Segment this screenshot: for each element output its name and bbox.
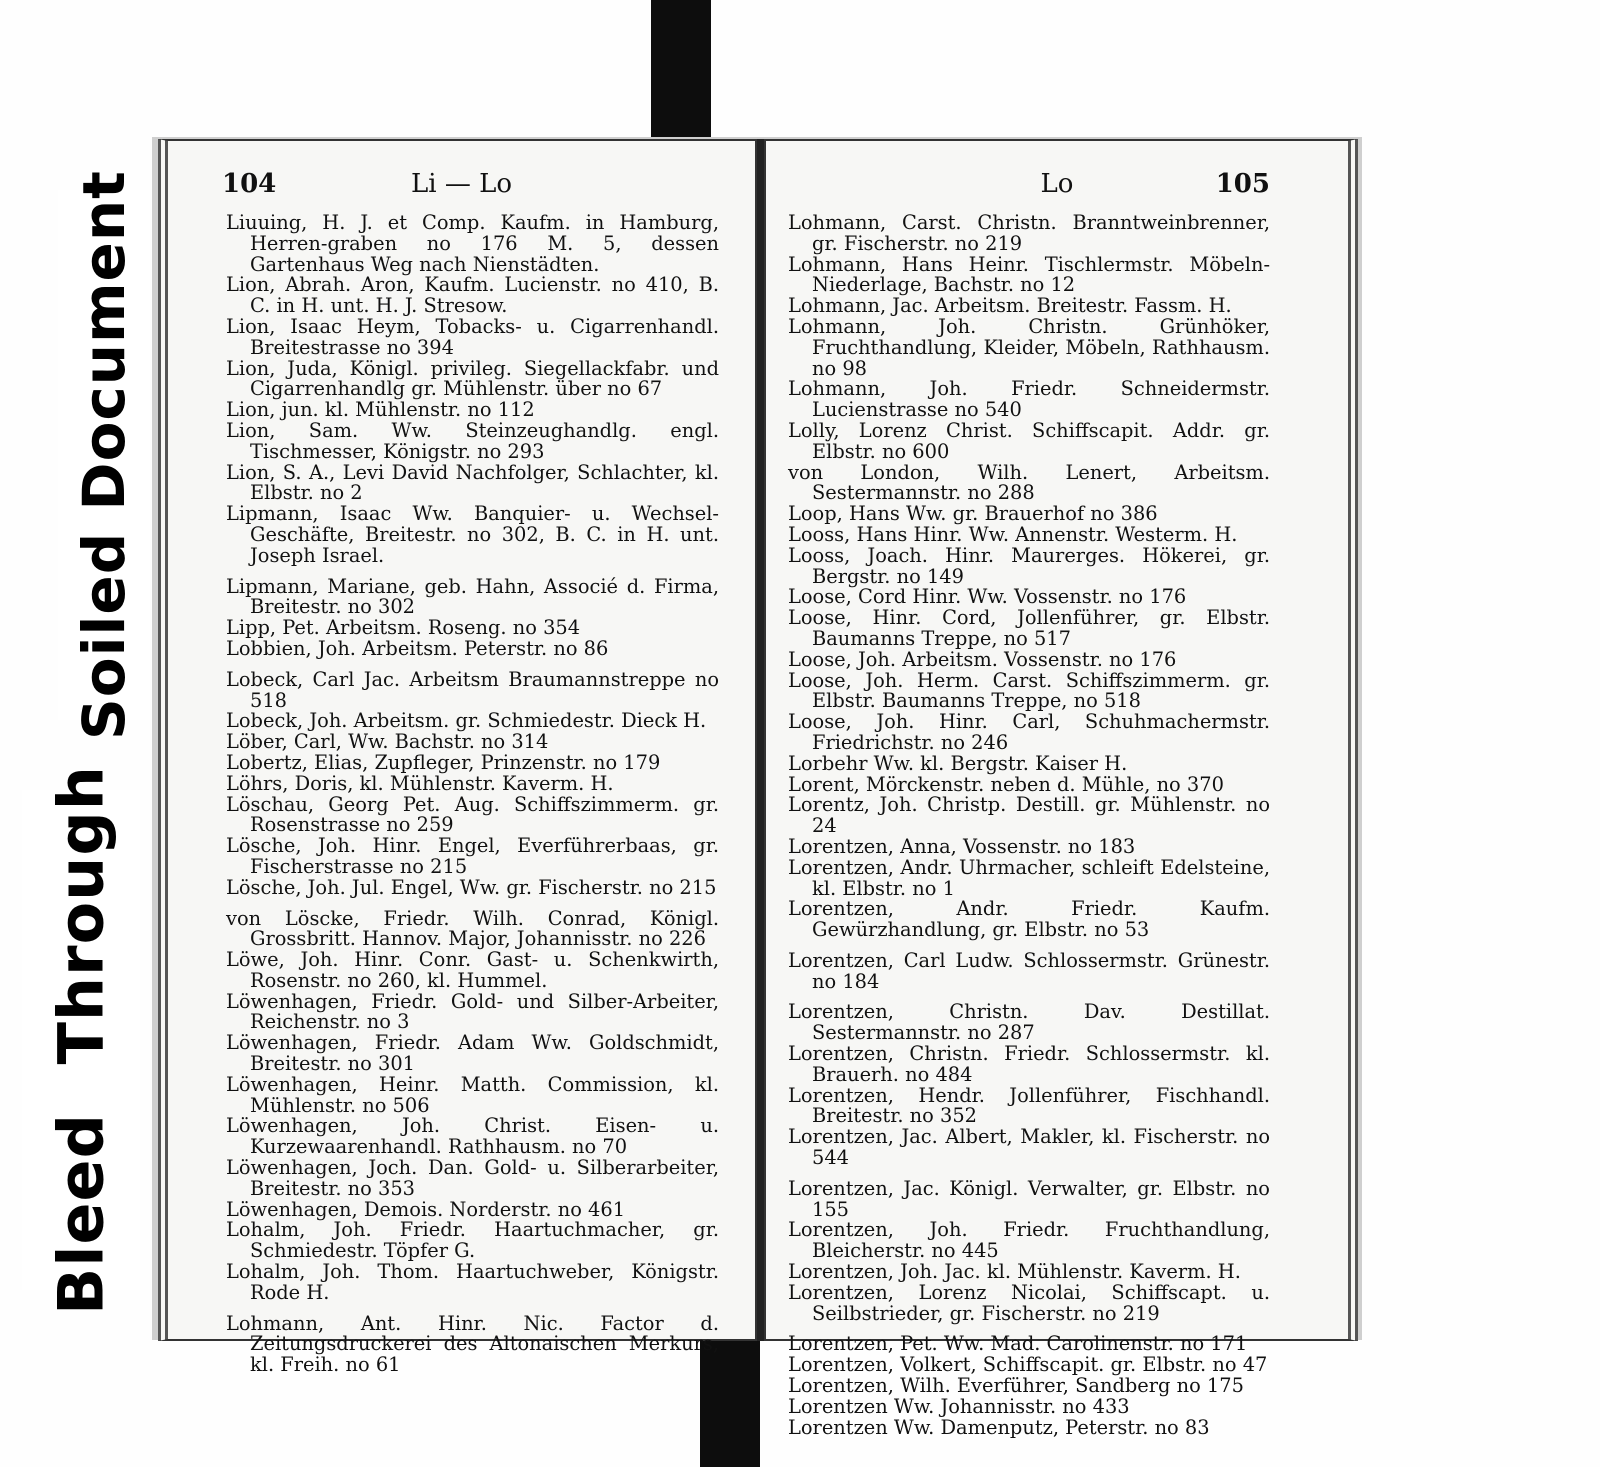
directory-entry: Lorentzen, Volkert, Schiffscapit. gr. Elbstr. no 47: [788, 1353, 1268, 1377]
directory-entry: Lorentzen, Joh. Friedr. Fruchthandlung, Bleicherstr. no 445: [788, 1218, 1270, 1263]
directory-entry: Looss, Joach. Hinr. Maurerges. Hökerei, gr. Bergstr. no 149: [788, 543, 1270, 588]
soiled-document-label: Soiled Document: [58, 190, 150, 720]
directory-entry: Lösche, Joh. Hinr. Engel, Everführerbaas, gr. Fischerstrasse no 215: [226, 834, 719, 878]
directory-entry: Lorentzen, Wilh. Everführer, Sandberg no 175: [788, 1374, 1244, 1398]
directory-entry: Liuuing, H. J. et Comp. Kaufm. in Hamburg, Herren-graben no 176 M. 5, dessen Gartenhaus Weg nach Nienstädten.: [226, 211, 719, 276]
directory-entry: Löwenhagen, Joch. Dan. Gold- u. Silberarbeiter, Breitestr. no 353: [226, 1156, 719, 1200]
directory-entry: von Löscke, Friedr. Wilh. Conrad, Königl. Grossbritt. Hannov. Major, Johannisstr. no 226: [226, 906, 719, 951]
directory-entry: Lohmann, Jac. Arbeitsm. Breitestr. Fassm. H.: [788, 294, 1232, 318]
directory-entry: Lohmann, Joh. Friedr. Schneidermstr. Lucienstrasse no 540: [788, 377, 1270, 422]
left-entry-list: [226, 213, 719, 1376]
directory-entry: Löschau, Georg Pet. Aug. Schiffszimmerm. gr. Rosenstrasse no 259: [226, 792, 719, 837]
bleed-through-label: Bleed Through: [22, 790, 140, 1290]
right-page-header: [766, 163, 1348, 201]
directory-entry: Lolly, Lorenz Christ. Schiffscapit. Addr. gr. Elbstr. no 600: [788, 418, 1270, 463]
directory-entry: Lion, Abrah. Aron, Kaufm. Lucienstr. no 410, B. C. in H. unt. H. J. Stresow.: [226, 273, 719, 318]
directory-entry: Lorentzen, Anna, Vossenstr. no 183: [788, 834, 1136, 858]
directory-entry: Lion, jun. kl. Mühlenstr. no 112: [226, 398, 535, 422]
directory-entry: Lohalm, Joh. Thom. Haartuchweber, Königstr. Rode H.: [226, 1260, 719, 1304]
directory-entry: Lorentz, Joh. Christp. Destill. gr. Mühlenstr. no 24: [788, 793, 1270, 838]
directory-entry: Lion, Juda, Königl. privileg. Siegellackfabr. und Cigarrenhandlg gr. Mühlenstr. über no 67: [226, 356, 719, 401]
directory-entry: Lobeck, Carl Jac. Arbeitsm Braumannstreppe no 518: [226, 667, 719, 712]
directory-entry: Löwenhagen, Friedr. Adam Ww. Goldschmidt, Breitestr. no 301: [226, 1031, 719, 1076]
directory-entry: Lorbehr Ww. kl. Bergstr. Kaiser H.: [788, 751, 1128, 775]
directory-entry: Löwenhagen, Friedr. Gold- und Silber-Arbeiter, Reichenstr. no 3: [226, 989, 719, 1034]
right-page: [764, 139, 1358, 1439]
right-entry-list: [788, 213, 1270, 1438]
directory-entry: Löwe, Joh. Hinr. Conr. Gast- u. Schenkwirth, Rosenstr. no 260, kl. Hummel.: [226, 948, 719, 992]
directory-entry: Lohalm, Joh. Friedr. Haartuchmacher, gr. Schmiedestr. Töpfer G.: [226, 1218, 719, 1263]
directory-entry: Lorentzen, Joh. Jac. kl. Mühlenstr. Kaverm. H.: [788, 1260, 1241, 1284]
directory-entry: Loose, Joh. Hinr. Carl, Schuhmachermstr. Friedrichstr. no 246: [788, 710, 1270, 754]
directory-entry: Lohmann, Hans Heinr. Tischlermstr. Möbeln-Niederlage, Bachstr. no 12: [788, 252, 1270, 297]
directory-entry: Lohmann, Carst. Christn. Branntweinbrenner, gr. Fischerstr. no 219: [788, 211, 1270, 255]
directory-entry: Lorentzen Ww. Damenputz, Peterstr. no 83: [788, 1415, 1210, 1439]
directory-entry: Loose, Joh. Herm. Carst. Schiffszimmerm. gr. Elbstr. Baumanns Treppe, no 518: [788, 668, 1270, 713]
directory-entry: Lipmann, Isaac Ww. Banquier- u. Wechsel-Geschäfte, Breitestr. no 302, B. C. in H. unt. Joseph Israel.: [226, 502, 719, 567]
directory-entry: Lorentzen, Carl Ludw. Schlossermstr. Grünestr. no 184: [788, 948, 1270, 993]
directory-entry: Lion, S. A., Levi David Nachfolger, Schlachter, kl. Elbstr. no 2: [226, 460, 719, 505]
directory-entry: Löber, Carl, Ww. Bachstr. no 314: [226, 730, 549, 754]
directory-entry: Lorentzen, Andr. Friedr. Kaufm. Gewürzhandlung, gr. Elbstr. no 53: [788, 897, 1270, 942]
directory-entry: Löwenhagen, Joh. Christ. Eisen- u. Kurzewaarenhandl. Rathhausm. no 70: [226, 1114, 719, 1159]
directory-entry: Lorentzen, Andr. Uhrmacher, schleift Edelsteine, kl. Elbstr. no 1: [788, 855, 1270, 900]
directory-entry: Löwenhagen, Demois. Norderstr. no 461: [226, 1197, 626, 1221]
directory-entry: Lorentzen, Pet. Ww. Mad. Carolinenstr. no 171: [788, 1332, 1248, 1356]
directory-entry: Loop, Hans Ww. gr. Brauerhof no 386: [788, 502, 1158, 526]
left-running-head: Li — Lo: [410, 169, 513, 199]
directory-entry: Loose, Cord Hinr. Ww. Vossenstr. no 176: [788, 585, 1187, 609]
directory-entry: Lorentzen, Lorenz Nicolai, Schiffscapt. u. Seilbstrieder, gr. Fischerstr. no 219: [788, 1280, 1270, 1325]
left-page-number: 104: [222, 169, 277, 199]
directory-entry: Lohmann, Ant. Hinr. Nic. Factor d. Zeitungsdruckerei des Altonaischen Merkurs, kl. Freih. no 61: [226, 1311, 719, 1377]
directory-entry: Lohmann, Joh. Christn. Grünhöker, Fruchthandlung, Kleider, Möbeln, Rathhausm. no 98: [788, 314, 1270, 380]
directory-entry: Lorentzen, Hendr. Jollenführer, Fischhandl. Breitestr. no 352: [788, 1083, 1270, 1128]
right-running-head: Lo: [1040, 169, 1074, 199]
directory-entry: Loose, Joh. Arbeitsm. Vossenstr. no 176: [788, 647, 1177, 671]
directory-entry: Lorentzen Ww. Johannisstr. no 433: [788, 1394, 1130, 1418]
directory-entry: Lorentzen, Christn. Dav. Destillat. Sestermannstr. no 287: [788, 1000, 1270, 1045]
left-page-header: [168, 163, 755, 201]
book-gutter: [757, 139, 764, 1341]
directory-entry: Looss, Hans Hinr. Ww. Annenstr. Westerm. H.: [788, 522, 1238, 546]
directory-entry: von London, Wilh. Lenert, Arbeitsm. Sestermannstr. no 288: [788, 460, 1270, 505]
directory-entry: Lobeck, Joh. Arbeitsm. gr. Schmiedestr. Dieck H.: [226, 709, 707, 733]
directory-entry: Lorent, Mörckenstr. neben d. Mühle, no 370: [788, 772, 1224, 796]
directory-entry: Lipmann, Mariane, geb. Hahn, Associé d. Firma, Breitestr. no 302: [226, 574, 719, 619]
directory-entry: Lösche, Joh. Jul. Engel, Ww. gr. Fischerstr. no 215: [226, 875, 717, 899]
directory-entry: Lorentzen, Christn. Friedr. Schlossermstr. kl. Brauerh. no 484: [788, 1042, 1270, 1086]
directory-entry: Lobbien, Joh. Arbeitsm. Peterstr. no 86: [226, 636, 609, 660]
directory-entry: Löwenhagen, Heinr. Matth. Commission, kl. Mühlenstr. no 506: [226, 1072, 719, 1117]
directory-entry: Lipp, Pet. Arbeitsm. Roseng. no 354: [226, 616, 581, 640]
directory-entry: Lion, Isaac Heym, Tobacks- u. Cigarrenhandl. Breitestrasse no 394: [226, 314, 719, 359]
binding-strip-top: [651, 0, 711, 142]
directory-entry: Lion, Sam. Ww. Steinzeughandlg. engl. Tischmesser, Königstr. no 293: [226, 418, 719, 463]
left-page: [158, 139, 757, 1377]
directory-entry: Lorentzen, Jac. Albert, Makler, kl. Fischerstr. no 544: [788, 1125, 1270, 1170]
directory-entry: Lobertz, Elias, Zupfleger, Prinzenstr. no 179: [226, 750, 661, 774]
right-page-number: 105: [1215, 169, 1270, 199]
directory-entry: Loose, Hinr. Cord, Jollenführer, gr. Elbstr. Baumanns Treppe, no 517: [788, 606, 1270, 650]
directory-entry: Lorentzen, Jac. Königl. Verwalter, gr. Elbstr. no 155: [788, 1176, 1270, 1221]
directory-entry: Löhrs, Doris, kl. Mühlenstr. Kaverm. H.: [226, 771, 614, 795]
